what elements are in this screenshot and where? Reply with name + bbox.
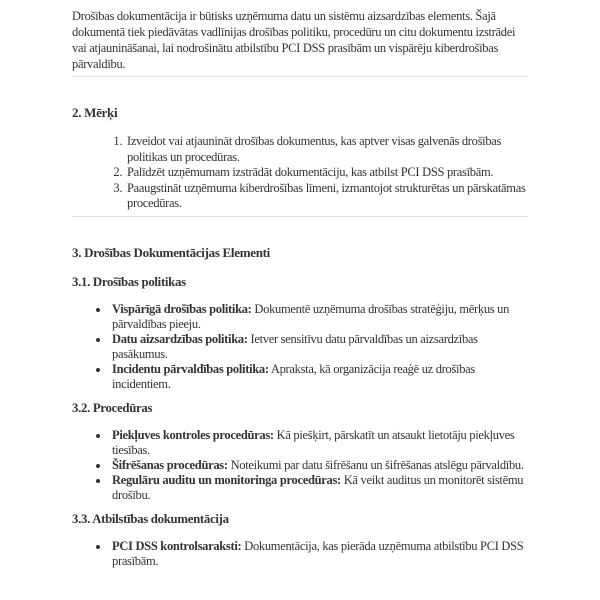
procedure-term: Šifrēšanas procedūras: bbox=[112, 457, 228, 472]
compliance-subsection-heading: 3.3. Atbilstības dokumentācija bbox=[72, 511, 229, 526]
procedure-term: Piekļuves kontroles procedūras: bbox=[112, 427, 274, 442]
goals-list-item: 1. Izveidot vai atjaunināt drošības dokumentus, kas aptver visas galvenās drošības politikas un procedūras. bbox=[125, 134, 528, 165]
intro-paragraph: Drošības dokumentācija ir būtisks uzņēmuma datu un sistēmu aizsardzības elements. Šajā dokumentā tiek piedāvātas vadlīnijas drošības politiku, procedūru un citu dokumentu izstrādei vai atjaunināšanai, lai nodrošinātu atbilstību PCI DSS prasībām un vispārēju kiberdrošības pārvaldību. bbox=[72, 9, 516, 71]
goals-list bbox=[72, 134, 528, 212]
policies-list bbox=[72, 302, 528, 392]
policy-description: Ietver sensitīvu datu pārvaldības un aizsardzības pasākumus. bbox=[112, 331, 478, 361]
compliance-description: Dokumentācija, kas pierāda uzņēmuma atbilstību PCI DSS prasībām. bbox=[112, 538, 524, 568]
procedure-term: Regulāru auditu un monitoringa procedūras: bbox=[112, 472, 341, 487]
policy-description: Apraksta, kā organizācija reaģē uz drošības incidentiem. bbox=[112, 361, 475, 391]
procedure-description: Noteikumi par datu šifrēšanu un šifrēšanas atslēgu pārvaldību. bbox=[230, 457, 524, 472]
policy-description: Dokumentē uzņēmuma drošības stratēģiju, mērķus un pārvaldības pieeju. bbox=[112, 301, 510, 331]
procedures-list-item bbox=[110, 473, 528, 503]
procedure-description: Kā piešķirt, pārskatīt un atsaukt lietotāju piekļuves tiesības. bbox=[112, 427, 515, 457]
policy-term: Vispārīgā drošības politika: bbox=[112, 301, 252, 316]
procedure-description: Kā veikt auditus un monitorēt sistēmu drošību. bbox=[112, 472, 524, 502]
compliance-term: PCI DSS kontrolsaraksti: bbox=[112, 538, 242, 553]
procedures-subsection-heading: 3.2. Procedūras bbox=[72, 400, 153, 415]
policies-list-item bbox=[110, 332, 528, 362]
procedures-list-item bbox=[110, 428, 528, 458]
elements-section-heading: 3. Drošības Dokumentācijas Elementi bbox=[72, 244, 270, 260]
policy-term: Datu aizsardzības politika: bbox=[112, 331, 248, 346]
policy-term: Incidentu pārvaldības politika: bbox=[112, 361, 269, 376]
section-divider bbox=[72, 216, 528, 217]
goals-section-heading: 2. Mērķi bbox=[72, 105, 118, 120]
compliance-list bbox=[72, 539, 528, 569]
policies-subsection-heading: 3.1. Drošības politikas bbox=[72, 274, 186, 289]
procedures-list bbox=[72, 428, 528, 503]
goals-list-item: 2. Palīdzēt uzņēmumam izstrādāt dokumentāciju, kas atbilst PCI DSS prasībām. bbox=[125, 165, 528, 181]
procedures-list-item bbox=[110, 458, 528, 473]
section-divider bbox=[72, 76, 528, 77]
goals-list-item: 3. Paaugstināt uzņēmuma kiberdrošības līmeni, izmantojot strukturētas un pārskatāmas procedūras. bbox=[125, 181, 528, 212]
policies-list-item bbox=[110, 302, 528, 332]
compliance-list-item bbox=[110, 539, 528, 569]
policies-list-item bbox=[110, 362, 528, 392]
